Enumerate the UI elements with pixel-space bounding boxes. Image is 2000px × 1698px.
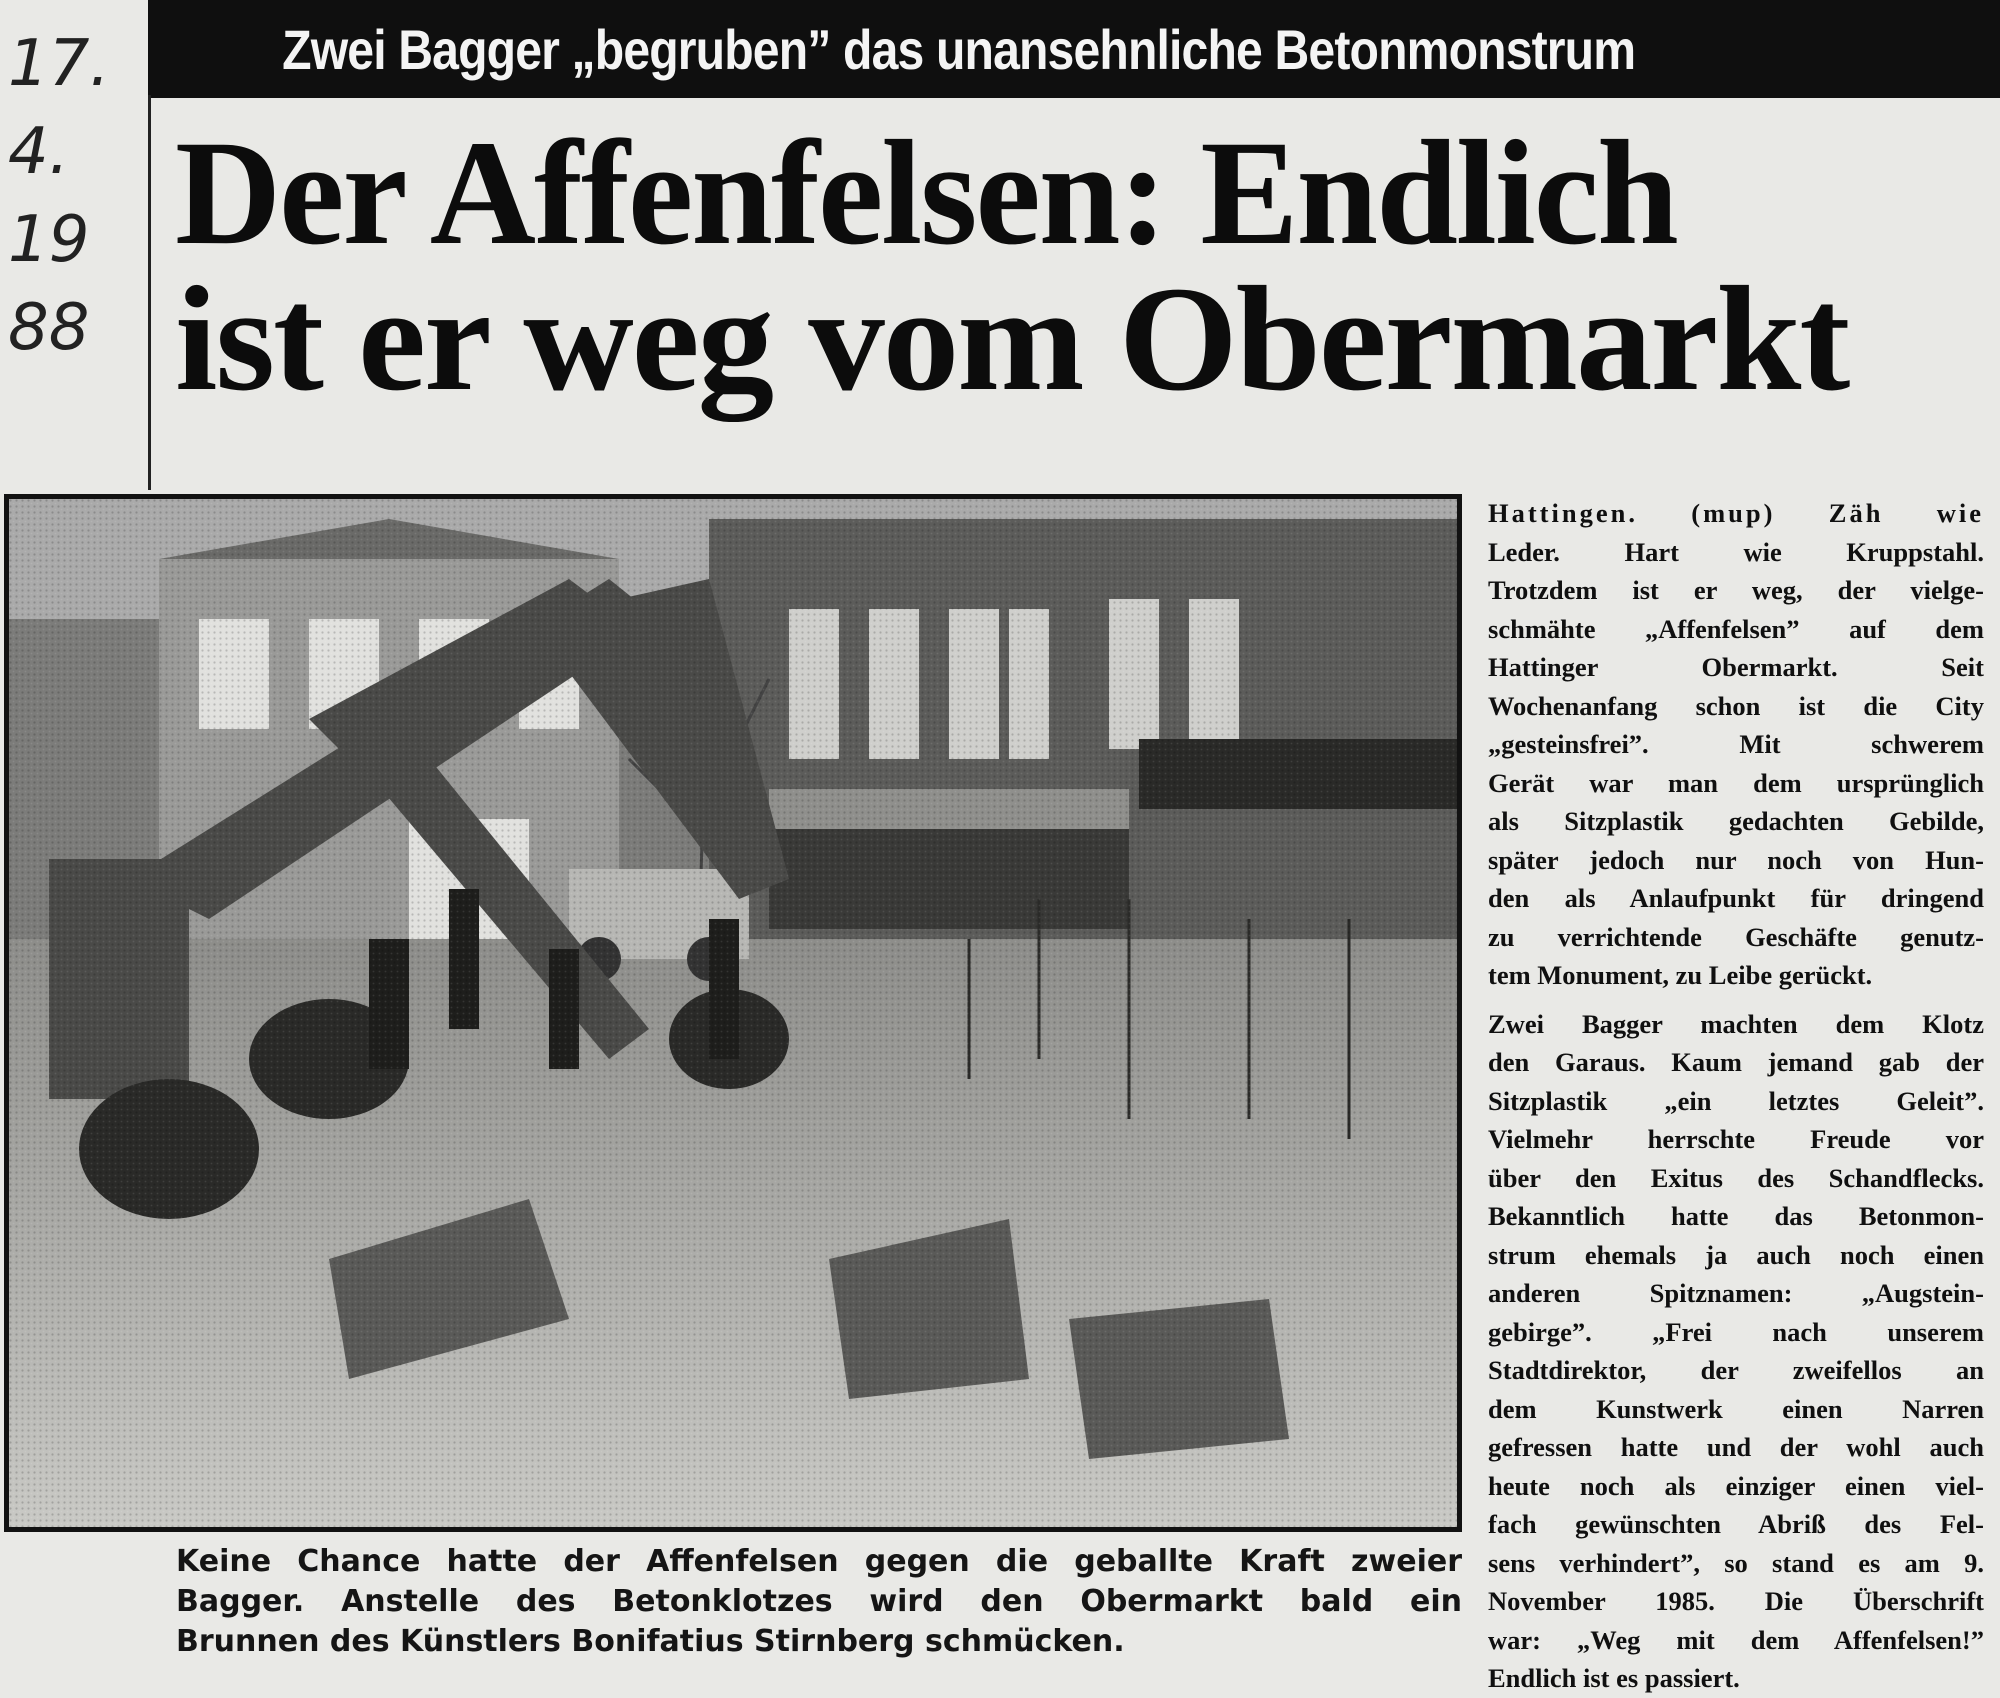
kicker-banner [148,0,2000,98]
article-line: über den Exitus des Schandflecks. [1488,1162,1984,1193]
article-line: heute noch als einziger einen viel- [1488,1470,1984,1501]
handwritten-date [8,20,148,372]
news-photo-excavators [4,494,1462,1532]
article-paragraph-2 [1488,1005,1984,1698]
handwritten-date-year: 88 [8,291,90,365]
article-line: Endlich ist es passiert. [1488,1663,1740,1693]
article-line: November 1985. Die Überschrift [1488,1586,1984,1616]
article-line: Leder. Hart wie Kruppstahl. [1488,536,1984,567]
article-line: schmähte „Affenfelsen” auf dem [1488,613,1984,644]
article-line: tem Monument, zu Leibe gerückt. [1488,960,1873,990]
article-line: Wochenanfang schon ist die City [1488,690,1984,721]
headline [175,110,1995,422]
article-line: gebirge”. „Frei nach unserem [1488,1316,1984,1347]
caption-line: Bagger. Anstelle des Betonklotzes wird den Obermarkt bald ein [176,1584,1462,1619]
handwritten-date-month: 4. [8,115,70,189]
article-line: Zwei Bagger machten dem Klotz [1488,1008,1984,1039]
article-line: später jedoch nur noch von Hun- [1488,844,1984,875]
handwritten-date-day: 17. [8,27,110,101]
article-line: gefressen hatte und der wohl auch [1488,1432,1984,1462]
article-paragraph-1 [1488,494,1984,995]
article-line: Hattinger Obermarkt. Seit [1488,652,1984,682]
article-line: anderen Spitznamen: „Augstein- [1488,1278,1984,1308]
photo-illustration [9,499,1457,1527]
article-line: Bekanntlich hatte das Betonmon- [1488,1201,1984,1231]
article-line: Trotzdem ist er weg, der vielge- [1488,575,1984,605]
article-line: fach gewünschten Abriß des Fel- [1488,1509,1984,1539]
article-line: den als Anlaufpunkt für dringend [1488,883,1984,913]
article-line: Stadtdirektor, der zweifellos an [1488,1355,1984,1385]
article-line: Sitzplastik „ein letztes Geleit”. [1488,1085,1984,1116]
article-line: war: „Weg mit dem Affenfelsen!” [1488,1624,1984,1655]
kicker-text: Zwei Bagger „begruben” das unansehnliche Betonmonstrum [282,17,1636,81]
article-line: „gesteinsfrei”. Mit schwerem [1488,729,1984,759]
article-line: Hattingen. (mup) Zäh wie [1488,498,1984,528]
article-line: als Sitzplastik gedachten Gebilde, [1488,806,1984,836]
column-rule [148,95,151,490]
article-body [1488,494,1984,1698]
article-line: den Garaus. Kaum jemand gab der [1488,1047,1984,1077]
caption-line: Brunnen des Künstlers Bonifatius Stirnberg schmücken. [176,1624,1125,1659]
article-line: dem Kunstwerk einen Narren [1488,1393,1984,1424]
headline-line-2: ist er weg vom Obermarkt [175,256,1849,422]
headline-line-1: Der Affenfelsen: Endlich [175,110,1677,276]
photo-caption [176,1542,1462,1662]
article-line: zu verrichtende Geschäfte genutz- [1488,921,1984,952]
article-line: sens verhindert”, so stand es am 9. [1488,1547,1984,1578]
caption-line: Keine Chance hatte der Affenfelsen gegen die geballte Kraft zweier [176,1544,1462,1579]
article-line: Gerät war man dem ursprünglich [1488,767,1984,798]
handwritten-date-century: 19 [8,203,90,277]
article-line: Vielmehr herrschte Freude vor [1488,1124,1984,1154]
article-line: strum ehemals ja auch noch einen [1488,1239,1984,1270]
